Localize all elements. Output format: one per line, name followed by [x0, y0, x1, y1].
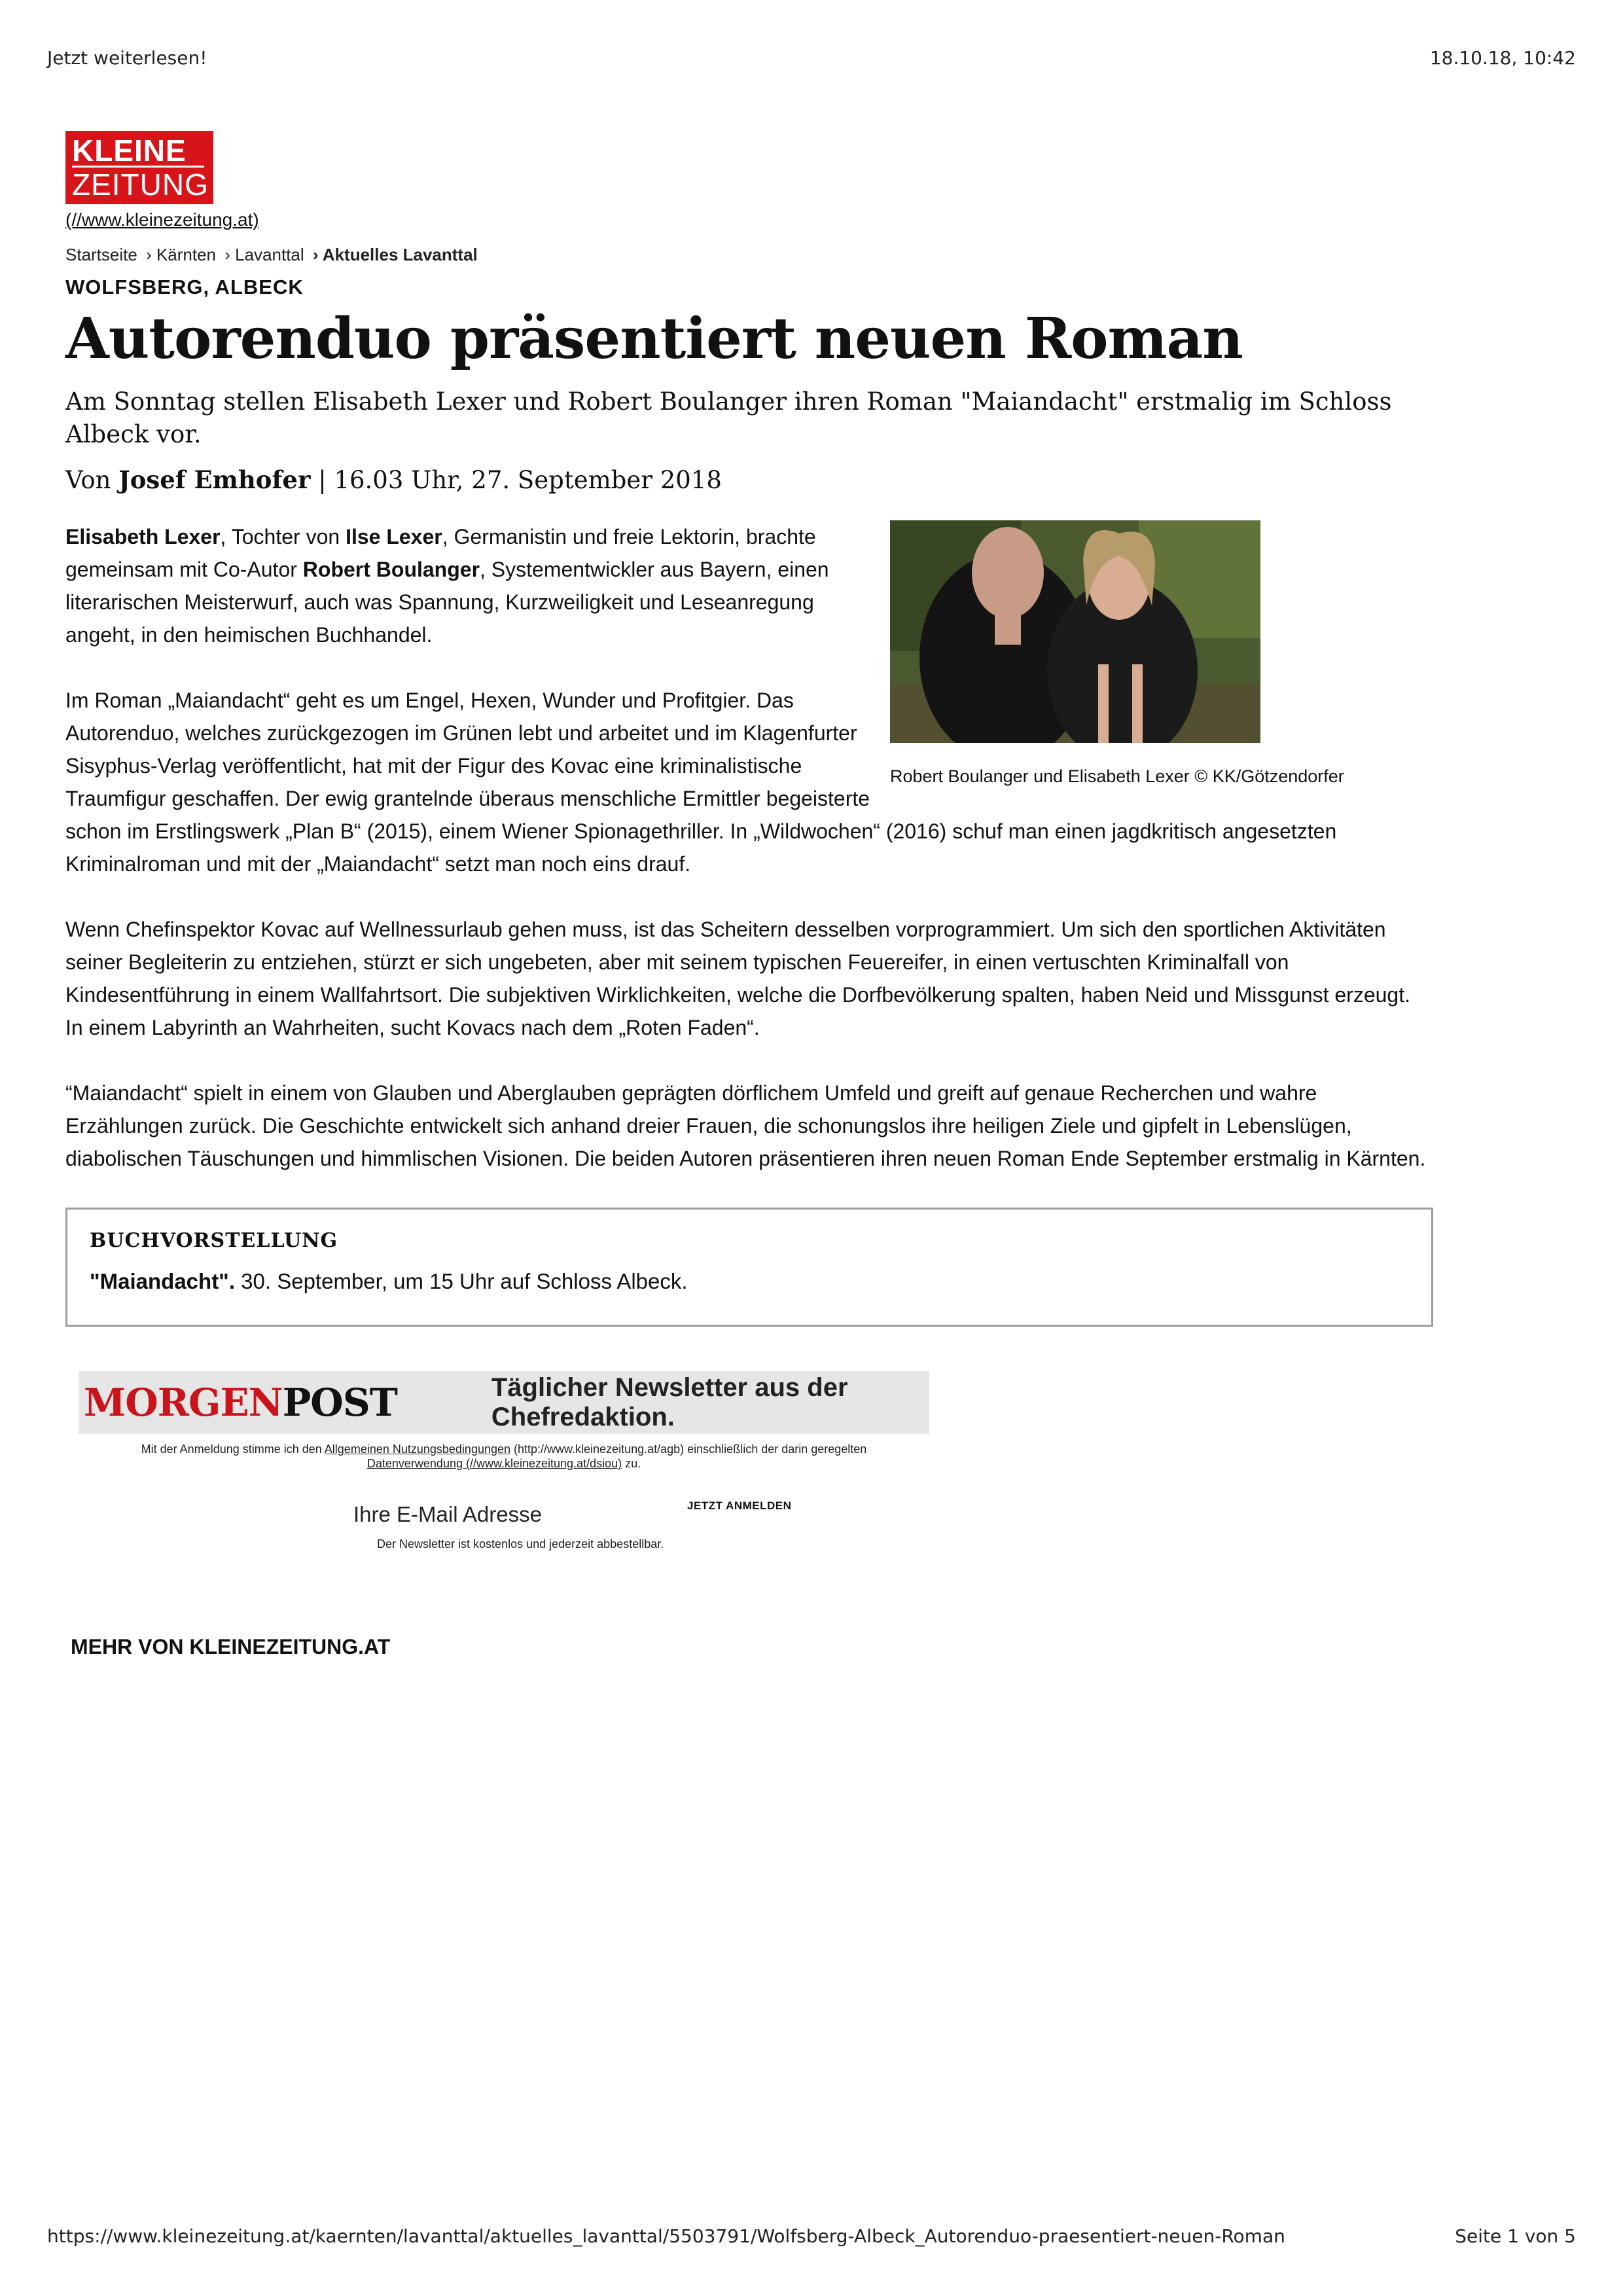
logo-line-2: ZEITUNG [72, 166, 204, 200]
paragraph-3: Wenn Chefinspektor Kovac auf Wellnessurlaub gehen muss, ist das Scheitern desselben vorprogrammiert. Um sich den sportlichen Aktivitäten seiner Begleiterin zu entziehen, stürzt er sich ungebeten, aber mit seinem typischen Feuereifer, in einen vertuschten Kriminalfall von Kindesentführung in einem Wallfahrtsort. Die subjektiven Wirklichkeiten, welche die Dorfbevölkerung spalten, haben Neid und Missgunst erzeugt. In einem Labyrinth an Wahrheiten, sucht Kovacs nach dem „Roten Faden“. [65, 918, 1410, 1039]
byline-prefix: Von [65, 466, 111, 494]
p1-bold-2: Ilse Lexer [346, 525, 442, 548]
newsletter-form [65, 1499, 1433, 1532]
photo-caption: Robert Boulanger und Elisabeth Lexer © KK/Götzendorfer [890, 766, 1344, 786]
newsletter-terms [65, 1442, 942, 1471]
photo-illustration [890, 520, 1260, 743]
newsletter-note: Der Newsletter ist kostenlos und jederzeit abbestellbar. [377, 1537, 664, 1551]
breadcrumb-lavanttal[interactable]: › Lavanttal [224, 245, 304, 264]
print-title: Jetzt weiterlesen! [47, 47, 207, 69]
print-header [47, 47, 1576, 69]
terms-link[interactable]: Allgemeinen Nutzungsbedingungen [324, 1443, 511, 1456]
article-byline [65, 465, 1433, 494]
byline-date: | 16.03 Uhr, 27. September 2018 [318, 466, 722, 494]
p1-text-3: , Systementwickler aus Bayern, einen literarischen Meisterwurf, auch was Spannung, Kurzweiligkeit und Leseanregung angeht, in den heimischen Buchhandel. [65, 558, 829, 647]
paragraph-4: “Maiandacht“ spielt in einem von Glauben und Aberglauben geprägten dörflichem Umfeld und greift auf genaue Recherchen und wahre Erzählungen zurück. Die Geschichte entwickelt sich anhand dreier Frauen, die schonungslos ihre heiligen Ziele und gipfelt in Lebenslügen, diabolischen Täuschungen und himmlischen Visionen. Die beiden Autoren präsentieren ihren neuen Roman Ende September erstmalig in Kärnten. [65, 1081, 1426, 1170]
article-lead: Am Sonntag stellen Elisabeth Lexer und Robert Boulanger ihren Roman "Maiandacht" erstmalig im Schloss Albeck vor. [65, 387, 1392, 448]
terms-prefix: Mit der Anmeldung stimme ich den [141, 1443, 325, 1456]
breadcrumb [65, 245, 1433, 265]
article-figure [890, 520, 1433, 793]
paragraph-2: Im Roman „Maiandacht“ geht es um Engel, Hexen, Wunder und Profitgier. Das Autorenduo, welches zurückgezogen im Grünen lebt und arbeitet und im Klagenfurter Sisyphus-Verlag veröffentlicht, hat mit der Figur des Kovac eine kriminalistische Traumfigur geschaffen. Der ewig grantelnde überaus menschliche Ermittler begeisterte schon im Erstlingswerk „Plan B“ (2015), einem Wiener Spionagethriller. In „Wildwochen“ (2016) schuf man einen jagdkritisch angesetzten Kriminalroman und mit der „Maiandacht“ setzt man noch eins drauf. [65, 689, 1337, 876]
article-kicker: WOLFSBERG, ALBECK [65, 276, 304, 298]
newsletter-tagline: Täglicher Newsletter aus der Chefredaktion. [491, 1373, 848, 1431]
p1-bold-1: Elisabeth Lexer [65, 525, 221, 548]
p1-bold-3: Robert Boulanger [302, 558, 480, 581]
terms-suffix: zu. [622, 1457, 641, 1470]
morgenpost-logo-part1: MORGEN [84, 1380, 283, 1425]
print-url: https://www.kleinezeitung.at/kaernten/lavanttal/aktuelles_lavanttal/5503791/Wolfsberg-Albeck_Autorenduo-praesentiert-neuen-Roman [47, 2225, 1285, 2247]
logo-line-1: KLEINE [72, 133, 187, 168]
breadcrumb-kaernten[interactable]: › Kärnten [146, 245, 217, 264]
author-name: Josef Emhofer [118, 465, 311, 494]
infobox-title: BUCHVORSTELLUNG [90, 1229, 338, 1252]
p1-text-1: , Tochter von [220, 525, 346, 548]
breadcrumb-home[interactable]: Startseite [65, 245, 137, 264]
p1-text-2: , Germanistin und freie Lektorin, brachte gemeinsam mit Co-Autor [65, 525, 816, 581]
author-photo [890, 520, 1260, 743]
newsletter-banner [79, 1371, 929, 1434]
print-footer [47, 2225, 1576, 2247]
infobox-bold: "Maiandacht". [90, 1269, 235, 1293]
event-infobox [65, 1208, 1433, 1327]
morgenpost-logo-part2: POST [282, 1380, 397, 1425]
breadcrumb-current[interactable]: › Aktuelles Lavanttal [312, 245, 478, 264]
article-headline: Autorenduo präsentiert neuen Roman [65, 306, 1243, 372]
morgenpost-logo [84, 1380, 397, 1425]
infobox-text [90, 1269, 1409, 1294]
email-input[interactable] [353, 1502, 589, 1527]
subscribe-button[interactable]: JETZT ANMELDEN [687, 1499, 792, 1512]
infobox-details: 30. September, um 15 Uhr auf Schloss Albeck. [235, 1269, 688, 1293]
more-from-heading: MEHR VON KLEINEZEITUNG.AT [71, 1635, 391, 1659]
homepage-link[interactable]: (//www.kleinezeitung.at) [65, 209, 259, 230]
article-page [65, 131, 1433, 1659]
privacy-link[interactable]: Datenverwendung (//www.kleinezeitung.at/dsiou) [366, 1457, 622, 1470]
kleine-zeitung-logo[interactable] [65, 131, 213, 204]
print-datetime: 18.10.18, 10:42 [1429, 47, 1576, 69]
terms-mid: (http://www.kleinezeitung.at/agb) einschließlich der darin geregelten [510, 1443, 867, 1456]
print-page-number: Seite 1 von 5 [1455, 2225, 1576, 2247]
article-body [65, 520, 1433, 1175]
